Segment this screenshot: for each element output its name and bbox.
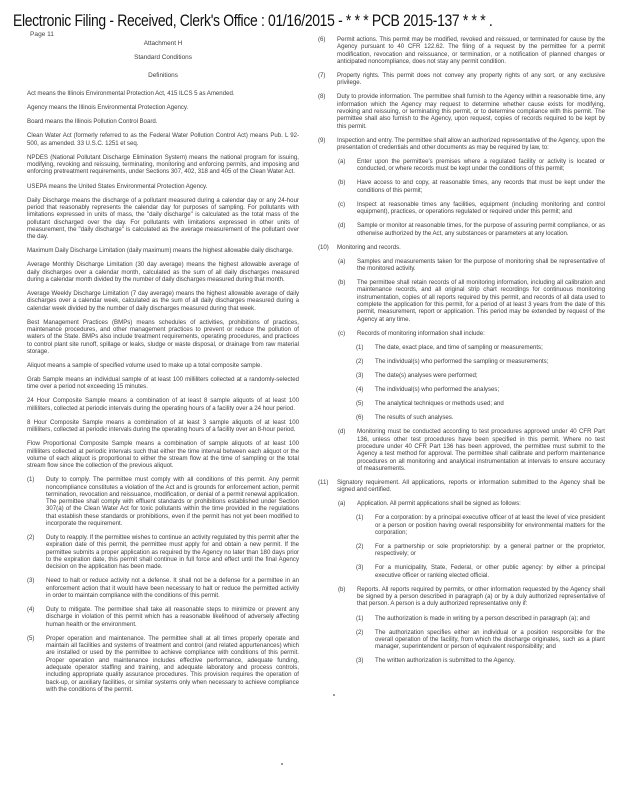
scan-artifact-dot: . (488, 11, 493, 30)
condition-item (356, 657, 605, 664)
definition-paragraph: Board means the Illinois Pollution Control Board. (27, 118, 158, 126)
definition-paragraph: Flow Proportional Composite Sample means a combination of sample aliquots of at least 100 milliliters collected at periodic intervals such that either the time interval between each aliquot or the volume of each aliquot is proportional to either the stream flow at the time of sampling or the total stream flow since the collection of the previous aliquot. (27, 440, 299, 470)
condition-item-text: Application. All permit applications shall be signed as follows: (357, 500, 521, 508)
condition-item-label: (2) (356, 628, 364, 636)
condition-item-text: Sample or monitor at reasonable times, for the purpose of assuring permit compliance, or as otherwise authorized by the Act, any substances or parameters at any location. (357, 222, 605, 237)
condition-item-label: (10) (318, 243, 329, 251)
condition-item (318, 479, 605, 494)
condition-item-text: For a municipality, State, Federal, or other public agency: by either a principal executive officer or ranking elected official. (375, 564, 605, 579)
definition-paragraph: Average Monthly Discharge Limitation (30 day average) means the highest allowable average of daily discharges over a calendar month, calculated as the sum of all daily discharges measured during a calendar month divided by the number of daily discharges measured during that month. (27, 261, 299, 283)
condition-item-text: Duty to reapply. If the permittee wishes to continue an activity regulated by this permit after the expiration date of this permit, the permittee must apply for and obtain a new permit. If the permittee submits a proper application as required by the Agency no later than 180 days prior to the expiration date, this permit shall continue in full force and effect until the final Agency decision on the application has been made. (46, 534, 299, 571)
condition-item-label: (3) (356, 657, 364, 665)
condition-item-label: (c) (338, 200, 346, 208)
condition-item (318, 36, 605, 65)
condition-item-label: (1) (356, 514, 364, 522)
attachment-heading: Attachment H (143, 40, 183, 48)
condition-item-text: The authorization specifies either an individual or a position responsible for the overall operation of the facility, from which the discharge originates, such as a plant manager, superintendent or person of equivalent responsibility; and (375, 628, 605, 651)
condition-item-label: (3) (356, 371, 364, 379)
definition-paragraph: Maximum Daily Discharge Limitation (daily maximum) means the highest allowable daily discharge. (27, 247, 294, 255)
scan-speck (281, 763, 283, 765)
condition-item-text: The date(s) analyses were performed; (375, 371, 478, 379)
condition-item (338, 258, 605, 273)
condition-item (318, 137, 605, 152)
condition-item-text: Need to halt or reduce activity not a defense. It shall not be a defense for a permittee in an enforcement action that it would have been necessary to halt or reduce the permitted activity in order to maintain compliance with the conditions of this permit. (46, 577, 299, 599)
condition-item-text: Samples and measurements taken for the purpose of monitoring shall be representative of the monitored activity. (357, 257, 605, 272)
condition-item-text: Enter upon the permittee's premises where a regulated facility or activity is located or conducted, or where records must be kept under the conditions of this permit; (357, 158, 605, 173)
condition-item-label: (2) (27, 534, 35, 542)
condition-item-label: (b) (338, 179, 346, 187)
condition-item-text: Inspection and entry. The permittee shall allow an authorized representative of the Agency, upon the presentation of credentials and other documents as may be required by law, to: (337, 136, 605, 151)
condition-item-text: The permittee shall retain records of all monitoring information, including all calibration and maintenance records, and all original strip chart recordings for continuous monitoring instrumentation, copies of all reports required by this permit, and records of all data used to complete the application for this permit, for a period of at least 3 years from the date of this permit, measurement, report or application. This period may be extended by request of the Agency at any time. (357, 279, 605, 323)
definition-paragraph: Clean Water Act (formerly referred to as the Federal Water Pollution Control Act) means Pub. L 92-500, as amended. 33 U.S.C. 1251 et seq. (27, 132, 299, 147)
condition-item (27, 606, 299, 628)
condition-item (356, 358, 605, 365)
definitions-heading: Definitions (148, 71, 178, 79)
condition-item (27, 534, 299, 570)
condition-item (338, 279, 605, 323)
page-number-label: Page 11 (30, 31, 54, 38)
condition-item-label: (1) (27, 476, 35, 484)
condition-item-text: The written authorization is submitted to the Agency. (375, 657, 516, 665)
definition-paragraph: USEPA means the United States Environmental Protection Agency. (27, 182, 208, 190)
condition-item-label: (c) (338, 329, 346, 337)
condition-item-text: Records of monitoring information shall include: (357, 329, 485, 337)
definition-paragraph: NPDES (National Pollutant Discharge Elimination System) means the national program for issuing, modifying, revoking and reissuing, terminating, monitoring and enforcing permits, and imposing and enforcing pretreatment requirements, under Sections 307, 402, 318 and 405 of the Clean Water Act. (27, 153, 299, 176)
condition-item (338, 330, 605, 337)
condition-item-label: (4) (356, 386, 364, 394)
definition-paragraph: 24 Hour Composite Sample means a combination of at least 8 sample aliquots of at least 100 milliliters, collected at periodic intervals during the operating hours of a facility over a 24 hour period. (27, 397, 299, 412)
condition-item-text: Inspect at reasonable times any facilities, equipment (including monitoring and control equipment), practices, or operations regulated or required under this permit; and (357, 200, 605, 216)
definition-paragraph: Aliquot means a sample of specified volume used to make up a total composite sample. (27, 361, 263, 369)
condition-item-text: Proper operation and maintenance. The permittee shall at all times properly operate and maintain all facilities and systems of treatment and control (and related appurtenances) which are installed or used by the permittee to achieve compliance with conditions of this permit. Proper operation and maintenance includes effective performance, adequate funding, adequate operator staffing and training, and adequate laboratory and process controls, including appropriate quality assurance procedures. This provision requires the operation of back-up, or auxiliary facilities, or similar systems only when necessary to achieve compliance with the conditions of the permit. (46, 634, 299, 693)
scan-speck (333, 694, 335, 696)
condition-item (338, 586, 605, 608)
definition-paragraph: 8 Hour Composite Sample means a combination of at least 3 sample aliquots of at least 100 milliliters, collected at periodic intervals during the operating hours of a facility over an 8-hour period. (27, 418, 299, 434)
condition-item-label: (5) (356, 400, 364, 408)
condition-item-label: (b) (338, 279, 346, 287)
condition-item-text: The authorization is made in writing by a person described in paragraph (a); and (375, 614, 590, 622)
efiling-stamp-text: Electronic Filing - Received, Clerk's Office : 01/16/2015 - * * * PCB 2015-137 * * * (13, 11, 486, 30)
condition-item-label: (2) (356, 543, 364, 551)
condition-item-text: For a corporation: by a principal executive officer of at least the level of vice president or a person or position having overall responsibility for environmental matters for the corporation; (375, 514, 605, 536)
condition-item (356, 564, 605, 579)
condition-item (356, 543, 605, 558)
left-conditions-list (27, 476, 299, 693)
condition-item (27, 476, 299, 527)
condition-item (356, 615, 605, 622)
condition-item (338, 500, 605, 507)
condition-item (27, 635, 299, 693)
condition-item (318, 93, 605, 129)
condition-item-text: Reports. All reports required by permits, or other information requested by the Agency shall be signed by a person described in paragraph (a) or by a duly authorized representative of that person. A person is a duly authorized representative only if: (357, 585, 605, 608)
condition-item (27, 577, 299, 599)
condition-item-text: Duty to provide information. The permittee shall furnish to the Agency within a reasonable time, any information which the Agency may request to determine whether cause exists for modifying, revoking and reissuing, or terminating this permit, or to determine compliance with this permit. The permittee shall also furnish to the Agency, upon request, copies of records required to be kept by this permit. (337, 93, 605, 130)
condition-item-text: The results of such analyses. (375, 414, 454, 422)
definition-paragraph: Best Management Practices (BMPs) means schedules of activities, prohibitions of practices, maintenance procedures, and other management practices to prevent or reduce the pollution of waters of the State. BMPs also include treatment requirements, operating procedures, and practices to control plant site runoff, spillage or leaks, sludge or waste disposal, or drainage from raw material storage. (27, 318, 299, 355)
condition-item (356, 344, 605, 351)
condition-item-text: For a partnership or sole proprietorship: by a general partner or the proprietor, respectively; or (375, 543, 605, 558)
definition-paragraph: Act means the Illinois Environmental Protection Act, 415 ILCS 5 as Amended. (27, 90, 235, 98)
right-conditions-list (318, 36, 605, 665)
definition-paragraph: Agency means the Illinois Environmental Protection Agency. (27, 104, 189, 112)
condition-item-label: (3) (356, 564, 364, 572)
definition-paragraph: Daily Discharge means the discharge of a pollutant measured during a calendar day or any 24-hour period that reasonably represents the calendar day for purposes of sampling. For pollutants with limitations expressed in units of mass, the "daily discharge" is calculated as the total mass of the pollutant discharged over the day. For pollutants with limitations expressed in other units of measurement, the "daily discharge" is calculated as the average measurement of the pollutant over the day. (27, 196, 299, 241)
condition-item (318, 244, 605, 251)
condition-item-label: (5) (27, 634, 35, 642)
condition-item-label: (6) (356, 414, 364, 422)
condition-item (356, 629, 605, 651)
condition-item-label: (4) (27, 606, 35, 614)
condition-item (338, 179, 605, 194)
condition-item (338, 428, 605, 472)
condition-item (356, 414, 605, 421)
condition-item-label: (1) (356, 343, 364, 351)
condition-item-text: Monitoring must be conducted according to test procedures approved under 40 CFR Part 136, unless other test procedures have been specified in this permit. Where no test procedure under 40 CFR Part 136 has been approved, the permittee must submit to the Agency a test method for approval. The permittee shall calibrate and perform maintenance procedures on all monitoring and analytical instrumentation at intervals to ensure accuracy of measurements. (357, 428, 605, 472)
condition-item (338, 201, 605, 216)
condition-item-label: (b) (338, 585, 346, 593)
left-column (27, 31, 299, 700)
condition-item-text: Permit actions. This permit may be modified, revoked and reissued, or terminated for cause by the Agency pursuant to 40 CFR 122.62. The filing of a request by the permittee for a permit modification, revocation and reissuance, or termination, or a notification of planned changes or anticipated noncompliance, does not stay any permit condition. (337, 36, 605, 65)
definitions-list (27, 90, 299, 469)
condition-item-text: The analytical techniques or methods used; and (375, 400, 504, 408)
condition-item-label: (9) (318, 136, 326, 144)
condition-item-label: (2) (356, 357, 364, 365)
condition-item (318, 72, 605, 87)
definition-paragraph: Average Weekly Discharge Limitation (7 day average) means the highest allowable average of daily discharges over a calendar week, calculated as the sum of all daily discharges measured during a calendar week divided by the number of daily discharges measured during that week. (27, 290, 299, 312)
condition-item (356, 372, 605, 379)
efiling-stamp (13, 11, 492, 31)
condition-item-label: (8) (318, 93, 326, 101)
standard-conditions-heading: Standard Conditions (134, 53, 192, 61)
condition-item-label: (11) (318, 478, 329, 486)
right-column (318, 36, 605, 671)
condition-item-text: Monitoring and records. (337, 243, 401, 251)
condition-item-label: (a) (338, 500, 346, 508)
condition-item-label: (7) (318, 71, 326, 79)
condition-item-text: The date, exact place, and time of sampling or measurements; (375, 343, 543, 351)
condition-item-text: Duty to comply. The permittee must comply with all conditions of this permit. Any permit noncompliance constitutes a violation of the Act and is grounds for enforcement action, permit termination, revocation and reissuance, modification, or denial of a permit renewal application. The permittee shall comply with effluent standards or prohibitions established under Section 307(a) of the Clean Water Act for toxic pollutants within the time provided in the regulations that establish these standards or prohibitions, even if the permit has not yet been modified to incorporate the requirement. (46, 476, 299, 527)
condition-item-label: (a) (338, 257, 346, 265)
condition-item-label: (a) (338, 158, 346, 166)
condition-item (356, 400, 605, 407)
condition-item-label: (d) (338, 222, 346, 230)
condition-item (338, 158, 605, 173)
condition-item (338, 222, 605, 237)
condition-item-text: Property rights. This permit does not convey any property rights of any sort, or any exclusive privilege. (337, 71, 605, 87)
condition-item-text: Duty to mitigate. The permittee shall take all reasonable steps to minimize or prevent any discharge in violation of this permit which has a reasonable likelihood of adversely affecting human health or the environment. (46, 606, 299, 628)
definition-paragraph: Grab Sample means an individual sample of at least 100 milliliters collected at a randomly-selected time over a period not exceeding 15 minutes. (27, 376, 299, 391)
condition-item-label: (3) (27, 577, 35, 585)
condition-item-label: (d) (338, 428, 346, 436)
condition-item (356, 386, 605, 393)
condition-item-label: (6) (318, 36, 326, 43)
condition-item (356, 514, 605, 536)
condition-item-text: Have access to and copy, at reasonable times, any records that must be kept under the conditions of this permit; (357, 179, 605, 194)
condition-item-text: Signatory requirement. All applications, reports or information submitted to the Agency shall be signed and certified. (337, 478, 605, 494)
condition-item-text: The individual(s) who performed the analyses; (375, 386, 500, 394)
condition-item-text: The individual(s) who performed the sampling or measurements; (375, 357, 549, 365)
condition-item-label: (1) (356, 614, 364, 622)
